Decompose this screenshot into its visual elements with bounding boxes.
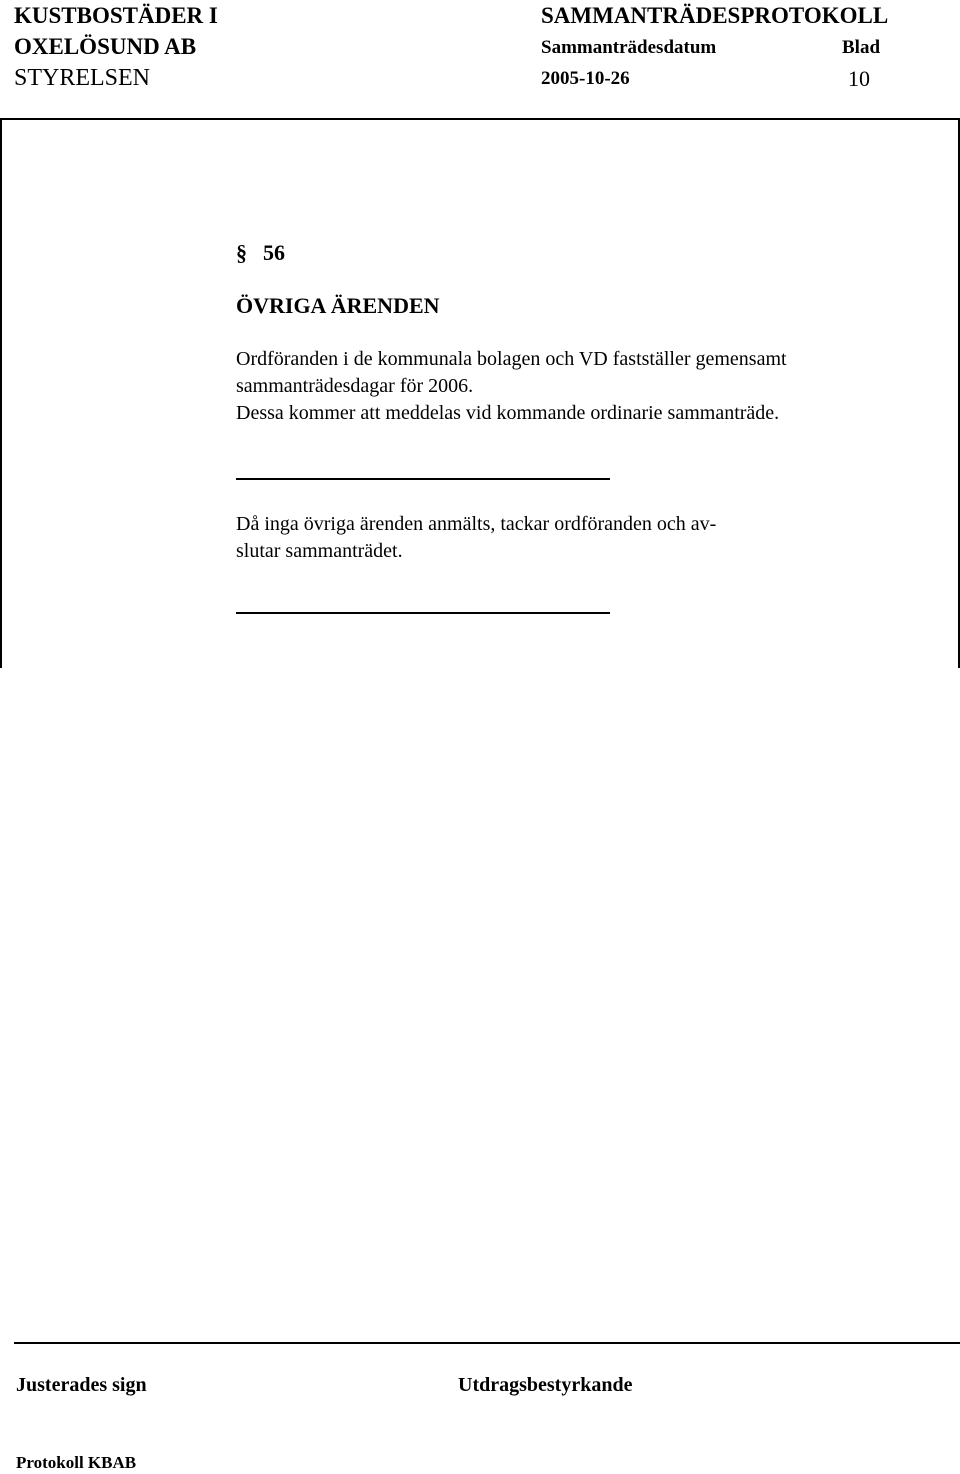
paragraph-symbol: § bbox=[236, 240, 247, 265]
document-type: SAMMANTRÄDESPROTOKOLL bbox=[541, 3, 889, 28]
closing-line-2: slutar sammanträdet. bbox=[236, 540, 403, 562]
protocol-footer-label: Protokoll KBAB bbox=[16, 1453, 137, 1472]
page-number: 10 bbox=[848, 66, 870, 91]
closing-line-1: Då inga övriga ärenden anmälts, tackar ordföranden och av- bbox=[236, 513, 717, 535]
extract-certification-label: Utdragsbestyrkande bbox=[458, 1374, 633, 1396]
org-name-line2: OXELÖSUND AB bbox=[14, 34, 197, 59]
meeting-date-value: 2005-10-26 bbox=[541, 68, 630, 89]
section-title: ÖVRIGA ÄRENDEN bbox=[236, 293, 440, 318]
body-line-1: Ordföranden i de kommunala bolagen och VD fastställer gemensamt bbox=[236, 348, 787, 370]
separator-line-1 bbox=[236, 478, 610, 480]
meeting-date-label: Sammanträdesdatum bbox=[541, 37, 717, 58]
body-line-2: sammanträdesdagar för 2006. bbox=[236, 375, 474, 397]
org-name-line1: KUSTBOSTÄDER I bbox=[14, 3, 218, 28]
adjusted-sign-label: Justerades sign bbox=[16, 1374, 147, 1396]
page-label: Blad bbox=[842, 37, 881, 58]
left-frame-line bbox=[0, 118, 2, 668]
body-line-3: Dessa kommer att meddelas vid kommande ordinarie sammanträde. bbox=[236, 402, 780, 424]
section-number-row bbox=[236, 240, 285, 266]
section-number: 56 bbox=[263, 240, 285, 265]
footer-divider bbox=[14, 1342, 960, 1344]
header-divider bbox=[0, 118, 960, 120]
org-name-line3: STYRELSEN bbox=[14, 65, 151, 91]
separator-line-2 bbox=[236, 612, 610, 614]
